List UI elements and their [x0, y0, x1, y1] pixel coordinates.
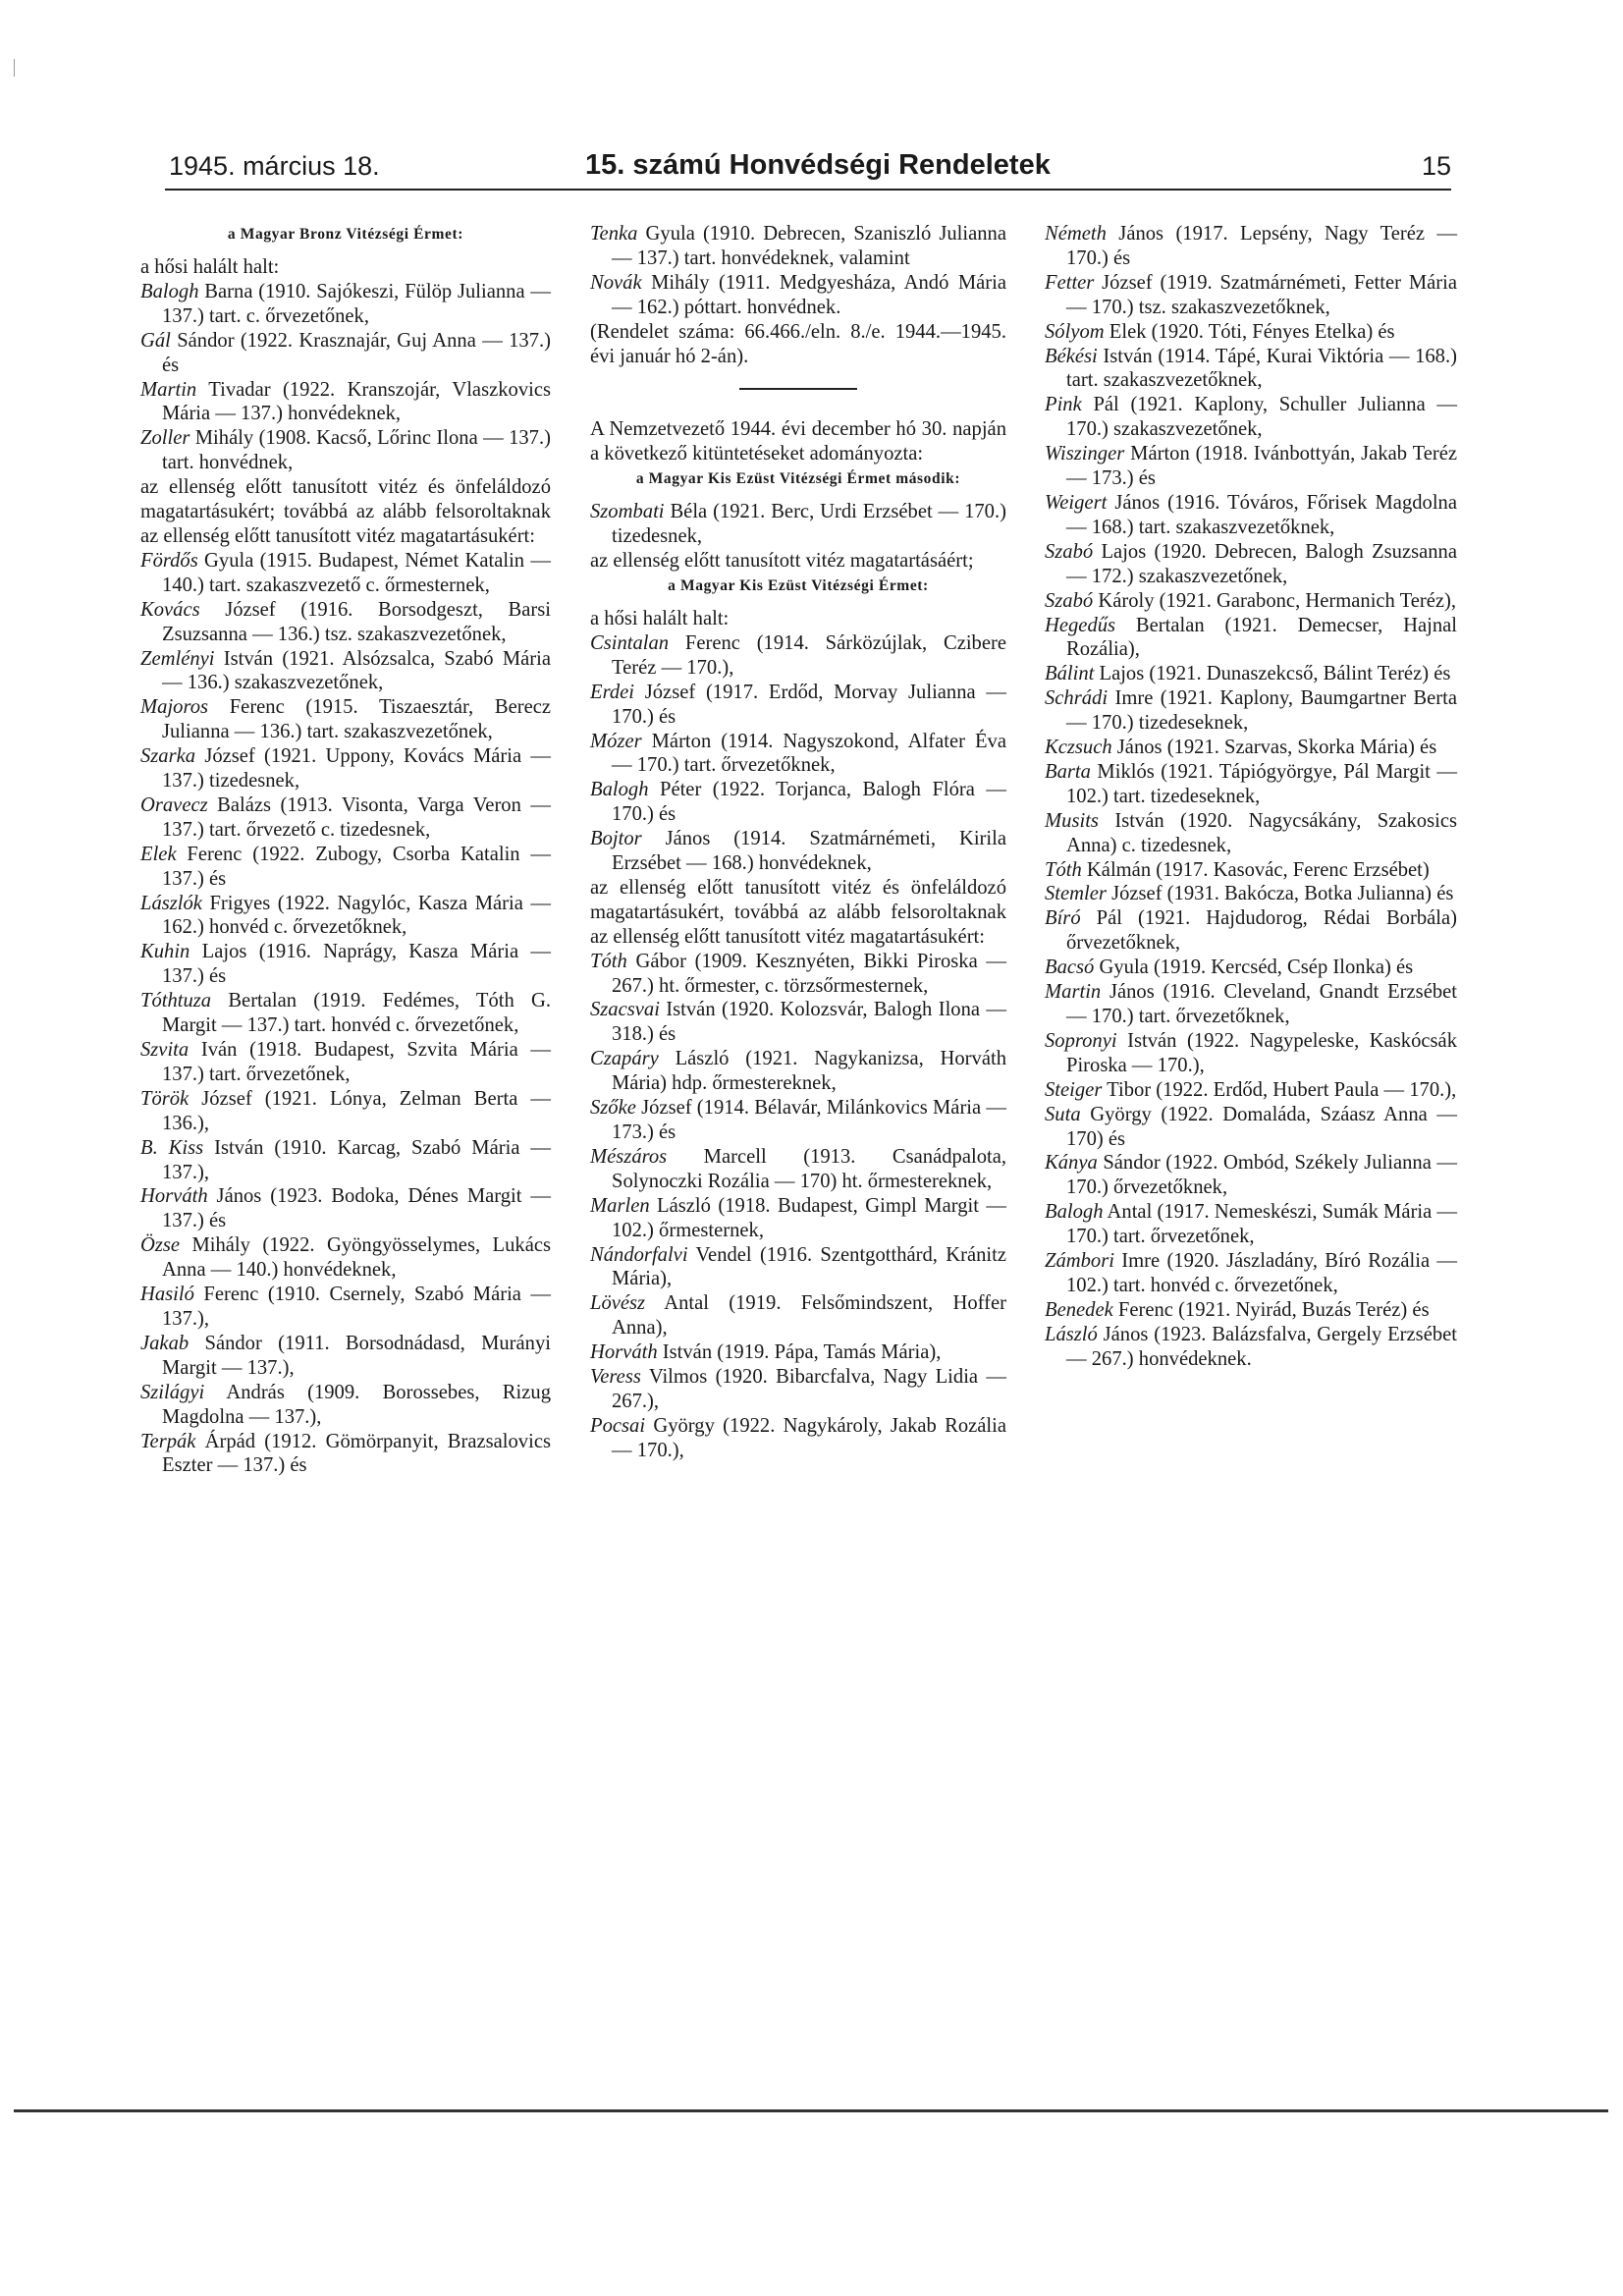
recipient-details: János (1921. Szarvas, Skorka Mária) és [1111, 737, 1437, 759]
recipient-details: Marcell (1913. Csanádpalota, Solynoczki Rozália — 170) ht. őrmestereknek, [612, 1145, 1006, 1192]
recipient-details: Miklós (1921. Tápiógyörgye, Pál Margit — 102.) tart. tizedeseknek, [1066, 760, 1457, 807]
decoration-entry [590, 950, 1006, 999]
recipient-details: József (1916. Borsodgeszt, Barsi Zsuzsanna — 136.) tsz. szakaszvezetőnek, [162, 598, 551, 645]
recipient-surname: Szvita [140, 1039, 189, 1061]
recipient-surname: Kánya [1045, 1152, 1098, 1175]
recipient-surname: Zoller [140, 427, 190, 450]
recipient-details: Sándor (1922. Krasznajár, Guj Anna — 137.) és [162, 329, 551, 376]
decoration-entry [140, 1430, 551, 1479]
recipient-surname: Musits [1045, 809, 1099, 832]
recipient-details: Tibor (1922. Erdőd, Hubert Paula — 170.), [1102, 1078, 1457, 1101]
decoration-entry [590, 631, 1006, 681]
decoration-entry [140, 1233, 551, 1283]
award-heading: a Magyar Bronz Vitézségi Érmet: [227, 226, 464, 243]
recipient-surname: Oravecz [140, 793, 208, 816]
page-edge-mark [14, 59, 15, 77]
recipient-surname: Sólyom [1045, 320, 1105, 343]
recipient-surname: Jakab [140, 1332, 189, 1354]
decoration-entry [140, 989, 551, 1038]
recipient-surname: Bíró [1045, 907, 1081, 930]
recipient-surname: Terpák [140, 1430, 196, 1452]
decoration-entry [1045, 980, 1457, 1029]
recipient-surname: Tóth [590, 950, 627, 972]
recipient-surname: Elek [140, 843, 177, 865]
decoration-entry [590, 1194, 1006, 1243]
body-paragraph: az ellenség előtt tanusított vitéz és önfeláldozó magatartásukért; továbbá az alább felsoroltaknak az ellenség előtt tanusított vitéz magatartásukért: [140, 476, 551, 547]
recipient-details: István (1919. Pápa, Tamás Mária), [657, 1341, 942, 1364]
recipient-details: Pál (1921. Hajdudorog, Rédai Borbála) őrvezetőknek, [1066, 907, 1457, 955]
recipient-details: János (1923. Bodoka, Dénes Margit — 137.) és [162, 1185, 551, 1232]
recipient-details: Gyula (1919. Kercséd, Csép Ilonka) és [1094, 957, 1414, 979]
decoration-entry [590, 222, 1006, 271]
recipient-details: Lajos (1921. Dunaszekcső, Bálint Teréz) és [1094, 663, 1451, 685]
recipient-surname: Erdei [590, 681, 634, 703]
recipient-details: László (1918. Budapest, Gimpl Margit — 102.) őrmesternek, [612, 1194, 1006, 1241]
recipient-surname: Pocsai [590, 1414, 646, 1437]
recipient-surname: Szabó [1045, 589, 1094, 612]
recipient-details: István (1922. Nagypeleske, Kaskócsák Piroska — 170.), [1066, 1029, 1457, 1076]
recipient-details: István (1921. Alsózsalca, Szabó Mária — 136.) szakaszvezetőnek, [162, 647, 551, 694]
body-paragraph: az ellenség előtt tanusított vitéz és önfeláldozó magatartásukért, továbbá az alább felsoroltaknak az ellenség előtt tanusított vitéz magatartásukért: [590, 876, 1006, 948]
page-bottom-rule [14, 2109, 1608, 2112]
text-column-2 [590, 222, 1006, 1463]
recipient-details: Imre (1920. Jászladány, Bíró Rozália — 102.) tart. honvéd c. őrvezetőnek, [1066, 1250, 1457, 1296]
recipient-details: Lajos (1920. Debrecen, Balogh Zsuzsanna — 172.) szakaszvezetőnek, [1066, 540, 1457, 587]
recipient-details: János (1923. Balázsfalva, Gergely Erzsébet — 267.) honvédeknek. [1066, 1323, 1457, 1370]
recipient-surname: Pink [1045, 394, 1082, 416]
decoration-entry [590, 1096, 1006, 1145]
recipient-details: István (1914. Tápé, Kurai Viktória — 168.) tart. szakaszvezetőknek, [1066, 345, 1457, 392]
decoration-entry [1045, 1078, 1457, 1103]
recipient-details: Mihály (1908. Kacső, Lőrinc Ilona — 137.) tart. honvédnek, [162, 427, 551, 474]
decoration-entry [590, 1047, 1006, 1096]
recipient-surname: Török [140, 1087, 189, 1110]
issue-date: 1945. március 18. [169, 151, 380, 181]
recipient-details: Ferenc (1921. Nyirád, Buzás Teréz) és [1112, 1298, 1430, 1321]
decoration-entry [140, 1087, 551, 1136]
decoration-entry [1045, 1200, 1457, 1249]
decoration-entry [1045, 491, 1457, 540]
decoration-entry [1045, 882, 1457, 906]
decoration-entry [590, 1414, 1006, 1463]
decoration-entry [590, 681, 1006, 730]
recipient-surname: Kovács [140, 598, 200, 621]
recipient-details: Bertalan (1919. Fedémes, Tóth G. Margit — 137.) tart. honvéd c. őrvezetőnek, [162, 990, 551, 1037]
recipient-details: Antal (1919. Felsőmindszent, Hoffer Anna), [612, 1292, 1006, 1339]
decoration-entry [1045, 345, 1457, 394]
recipient-details: József (1931. Bakócza, Botka Julianna) és [1106, 883, 1454, 905]
decoration-entry [1045, 589, 1457, 614]
award-heading: a Magyar Kis Ezüst Vitézségi Érmet második: [635, 470, 961, 488]
publication-title: 15. számú Honvédségi Rendeletek [585, 149, 1051, 181]
recipient-surname: László [1045, 1323, 1098, 1345]
decoration-entry [140, 695, 551, 744]
recipient-surname: Zemlényi [140, 647, 215, 670]
decoration-entry [140, 940, 551, 989]
decoration-entry [1045, 393, 1457, 442]
decoration-entry [1045, 540, 1457, 589]
recipient-details: Mihály (1922. Gyöngyösselymes, Lukács Anna — 140.) honvédeknek, [162, 1234, 551, 1282]
recipient-surname: Horváth [140, 1185, 208, 1208]
recipient-surname: Martin [1045, 981, 1102, 1004]
recipient-surname: Fetter [1045, 271, 1095, 294]
recipient-details: Iván (1918. Budapest, Szvita Mária — 137.) tart. őrvezetőnek, [162, 1039, 551, 1085]
recipient-details: István (1920. Kolozsvár, Balogh Ilona — 318.) és [612, 999, 1006, 1046]
recipient-surname: Szarka [140, 745, 196, 768]
decoration-entry [1045, 1298, 1457, 1323]
recipient-surname: Balogh [590, 779, 649, 801]
recipient-details: Imre (1921. Kaplony, Baumgartner Berta — 170.) tizedeseknek, [1066, 687, 1457, 735]
recipient-surname: Csintalan [590, 631, 670, 654]
decoration-entry [140, 744, 551, 793]
recipient-details: Márton (1918. Ivánbottyán, Jakab Teréz — 173.) és [1066, 443, 1457, 490]
body-paragraph: az ellenség előtt tanusított vitéz magatartásáért; [590, 550, 974, 573]
recipient-details: József (1914. Bélavár, Milánkovics Mária — 173.) és [612, 1097, 1006, 1143]
recipient-surname: Lászlók [140, 892, 202, 914]
decoration-entry [1045, 614, 1457, 663]
recipient-details: Péter (1922. Torjanca, Balogh Flóra — 170.) és [612, 779, 1006, 826]
recipient-details: György (1922. Nagykároly, Jakab Rozália — 170.), [612, 1414, 1006, 1461]
recipient-surname: Békési [1045, 345, 1098, 367]
decoration-entry [1045, 662, 1457, 686]
decoration-entry [590, 730, 1006, 779]
recipient-details: Ferenc (1910. Csernely, Szabó Mária — 137.), [162, 1284, 551, 1330]
recipient-surname: Bojtor [590, 828, 642, 850]
recipient-details: József (1917. Erdőd, Morvay Julianna — 170.) és [612, 681, 1006, 728]
decoration-entry [140, 647, 551, 696]
subheading: a hősi halált halt: [140, 256, 280, 278]
recipient-details: Ferenc (1922. Zubogy, Csorba Katalin — 137.) és [162, 843, 551, 890]
recipient-surname: Lövész [590, 1292, 646, 1315]
recipient-details: Márton (1914. Nagyszokond, Alfater Éva — 170.) tart. őrvezetőknek, [612, 730, 1006, 777]
decoration-entry [1045, 809, 1457, 858]
recipient-surname: Weigert [1045, 491, 1108, 514]
decoration-entry [1045, 320, 1457, 345]
decoration-entry [1045, 858, 1457, 883]
recipient-surname: Bálint [1045, 663, 1095, 685]
decoration-entry [140, 598, 551, 647]
recipient-surname: Szombati [590, 501, 665, 523]
recipient-surname: Suta [1045, 1103, 1081, 1125]
recipient-surname: Zámbori [1045, 1250, 1114, 1273]
recipient-details: János (1916. Tóváros, Főrisek Magdolna — 168.) tart. szakaszvezetőknek, [1066, 491, 1457, 538]
recipient-surname: Balogh [1045, 1201, 1104, 1224]
recipient-details: Sándor (1911. Borsodnádasd, Murányi Margit — 137.), [162, 1332, 551, 1379]
recipient-details: Pál (1921. Kaplony, Schuller Julianna — 170.) szakaszvezetőnek, [1066, 394, 1457, 441]
recipient-surname: Veress [590, 1366, 641, 1389]
decoration-entry [590, 998, 1006, 1047]
recipient-surname: Barta [1045, 760, 1091, 783]
decoration-entry [1045, 956, 1457, 980]
decoration-entry [1045, 906, 1457, 956]
recipient-details: Mihály (1911. Medgyesháza, Andó Mária — 162.) póttart. honvédnek. [612, 271, 1006, 318]
decoration-entry [590, 1243, 1006, 1292]
recipient-details: Károly (1921. Garabonc, Hermanich Teréz), [1093, 589, 1457, 612]
recipient-surname: Mészáros [590, 1145, 668, 1168]
decree-reference: (Rendelet száma: 66.466./eln. 8./e. 1944.—1945. évi január hó 2-án). [590, 320, 1006, 367]
recipient-details: Antal (1917. Nemeskészi, Sumák Mária — 170.) tart. őrvezetőnek, [1066, 1201, 1457, 1248]
recipient-surname: Nándorfalvi [590, 1243, 688, 1266]
recipient-surname: Czapáry [590, 1048, 659, 1070]
recipient-details: József (1921. Uppony, Kovács Mária — 137.) tizedesnek, [162, 745, 551, 793]
decoration-entry [140, 378, 551, 427]
recipient-details: Kálmán (1917. Kasovác, Ferenc Erzsébet) [1081, 858, 1430, 881]
recipient-details: Árpád (1912. Gömörpanyit, Brazsalovics Eszter — 137.) és [162, 1430, 551, 1477]
recipient-details: Ferenc (1914. Sárközújlak, Czibere Teréz — 170.), [612, 631, 1006, 679]
decoration-entry [1045, 1103, 1457, 1152]
decoration-entry [590, 1365, 1006, 1414]
decoration-entry [1045, 271, 1457, 320]
recipient-surname: Mózer [590, 730, 642, 752]
recipient-surname: Kczsuch [1045, 737, 1112, 759]
recipient-details: József (1921. Lónya, Zelman Berta — 136.), [162, 1087, 551, 1134]
recipient-details: Gyula (1915. Budapest, Német Katalin — 140.) tart. szakaszvezető c. őrmesternek, [162, 549, 551, 596]
recipient-details: György (1922. Domaláda, Száasz Anna — 170) és [1066, 1103, 1457, 1150]
recipient-surname: Horváth [590, 1341, 658, 1364]
recipient-details: Frigyes (1922. Nagylóc, Kasza Mária — 162.) honvéd c. őrvezetőknek, [162, 892, 551, 939]
decoration-entry [590, 827, 1006, 876]
recipient-surname: Sopronyi [1045, 1029, 1117, 1052]
decoration-entry [140, 1381, 551, 1430]
decoration-entry [140, 1184, 551, 1233]
decoration-entry [1045, 760, 1457, 809]
recipient-surname: Hegedűs [1045, 614, 1116, 636]
recipient-surname: Martin [140, 378, 197, 401]
recipient-surname: Gál [140, 329, 171, 352]
recipient-details: András (1909. Borossebes, Rizug Magdolna — 137.), [162, 1381, 551, 1428]
text-column-3 [1045, 222, 1457, 1372]
recipient-details: József (1919. Szatmárnémeti, Fetter Mária — 170.) tsz. szakaszvezetőknek, [1066, 271, 1457, 318]
recipient-surname: Balogh [140, 280, 199, 302]
decoration-entry [1045, 442, 1457, 491]
recipient-surname: Tenka [590, 223, 638, 245]
decoration-entry [590, 500, 1006, 549]
recipient-details: Gyula (1910. Debrecen, Szaniszló Julianna — 137.) tart. honvédeknek, valamint [612, 223, 1006, 269]
recipient-details: Tivadar (1922. Kranszojár, Vlaszkovics Mária — 137.) honvédeknek, [162, 378, 551, 425]
award-heading: a Magyar Kis Ezüst Vitézségi Érmet: [668, 576, 929, 594]
recipient-surname: Fördős [140, 549, 198, 572]
page-header [165, 145, 1451, 191]
decoration-entry [590, 778, 1006, 827]
recipient-details: István (1910. Karcag, Szabó Mária — 137.), [162, 1136, 551, 1183]
decoration-entry [1045, 1151, 1457, 1200]
decoration-entry [140, 1136, 551, 1185]
decoration-entry [590, 1145, 1006, 1194]
text-column-1 [140, 222, 551, 1478]
recipient-surname: Novák [590, 271, 642, 294]
recipient-surname: Tóthtuza [140, 990, 212, 1012]
recipient-surname: B. Kiss [140, 1136, 204, 1159]
recipient-details: Balázs (1913. Visonta, Varga Veron — 137.) tart. őrvezető c. tizedesnek, [162, 793, 551, 841]
decoration-entry [590, 1291, 1006, 1340]
recipient-details: Ferenc (1915. Tiszaesztár, Berecz Julianna — 136.) tart. szakaszvezetőnek, [162, 696, 551, 743]
decoration-entry [140, 549, 551, 598]
recipient-details: István (1920. Nagycsákány, Szakosics Anna) c. tizedesnek, [1066, 809, 1457, 856]
recipient-surname: Kuhin [140, 941, 190, 963]
recipient-surname: Szacsvai [590, 999, 660, 1021]
decoration-entry [140, 793, 551, 843]
recipient-details: János (1917. Lepsény, Nagy Teréz — 170.) és [1066, 223, 1457, 269]
body-paragraph: A Nemzetvezető 1944. évi december hó 30. napján a következő kitüntetéseket adományozta: [590, 418, 1006, 465]
decoration-entry [140, 843, 551, 892]
recipient-surname: Szabó [1045, 540, 1094, 563]
recipient-surname: Schrádi [1045, 687, 1109, 710]
recipient-surname: Tóth [1045, 858, 1082, 881]
recipient-details: Gábor (1909. Kesznyéten, Bikki Piroska — 267.) ht. őrmester, c. törzsőrmesternek, [612, 950, 1006, 997]
recipient-surname: Szőke [590, 1097, 636, 1120]
recipient-surname: Steiger [1045, 1078, 1103, 1101]
recipient-surname: Szilágyi [140, 1381, 205, 1403]
recipient-details: Vendel (1916. Szentgotthárd, Kránitz Mária), [612, 1243, 1006, 1290]
recipient-details: János (1916. Cleveland, Gnandt Erzsébet — 170.) tart. őrvezetőknek, [1066, 981, 1457, 1027]
recipient-surname: Majoros [140, 696, 209, 719]
decoration-entry [1045, 1323, 1457, 1372]
section-divider [739, 388, 857, 390]
recipient-details: Elek (1920. Tóti, Fényes Etelka) és [1104, 320, 1395, 343]
decoration-entry [140, 1283, 551, 1332]
recipient-details: László (1921. Nagykanizsa, Horváth Mária) hdp. őrmestereknek, [612, 1048, 1006, 1095]
recipient-surname: Özse [140, 1234, 181, 1257]
recipient-surname: Hasiló [140, 1284, 194, 1306]
recipient-surname: Stemler [1045, 883, 1107, 905]
decoration-entry [1045, 736, 1457, 760]
decoration-entry [140, 329, 551, 378]
recipient-surname: Benedek [1045, 1298, 1113, 1321]
decoration-entry [140, 892, 551, 941]
decoration-entry [140, 1038, 551, 1087]
recipient-surname: Marlen [590, 1194, 650, 1217]
recipient-surname: Wiszinger [1045, 443, 1125, 465]
decoration-entry [590, 271, 1006, 320]
decoration-entry [1045, 222, 1457, 271]
recipient-details: Lajos (1916. Naprágy, Kasza Mária — 137.) és [162, 941, 551, 988]
recipient-details: Sándor (1922. Ombód, Székely Julianna — 170.) őrvezetőknek, [1066, 1152, 1457, 1199]
decoration-entry [590, 1340, 1006, 1365]
recipient-surname: Bacsó [1045, 957, 1095, 979]
recipient-details: János (1914. Szatmárnémeti, Kirila Erzsébet — 168.) honvédeknek, [612, 828, 1006, 875]
decoration-entry [140, 426, 551, 475]
decoration-entry [1045, 1249, 1457, 1298]
decoration-entry [140, 1332, 551, 1381]
recipient-details: Bertalan (1921. Demecser, Hajnal Rozália), [1066, 614, 1457, 661]
page-number: 15 [1421, 151, 1451, 181]
subheading: a hősi halált halt: [590, 607, 730, 629]
decoration-entry [1045, 686, 1457, 736]
recipient-details: Vilmos (1920. Bibarcfalva, Nagy Lidia — 267.), [612, 1366, 1006, 1412]
recipient-details: Béla (1921. Berc, Urdi Erzsébet — 170.) tizedesnek, [612, 501, 1006, 548]
decoration-entry [140, 280, 551, 329]
recipient-details: Barna (1910. Sajókeszi, Fülöp Julianna — 137.) tart. c. őrvezetőnek, [162, 280, 551, 327]
recipient-surname: Németh [1045, 223, 1107, 245]
decoration-entry [1045, 1029, 1457, 1078]
